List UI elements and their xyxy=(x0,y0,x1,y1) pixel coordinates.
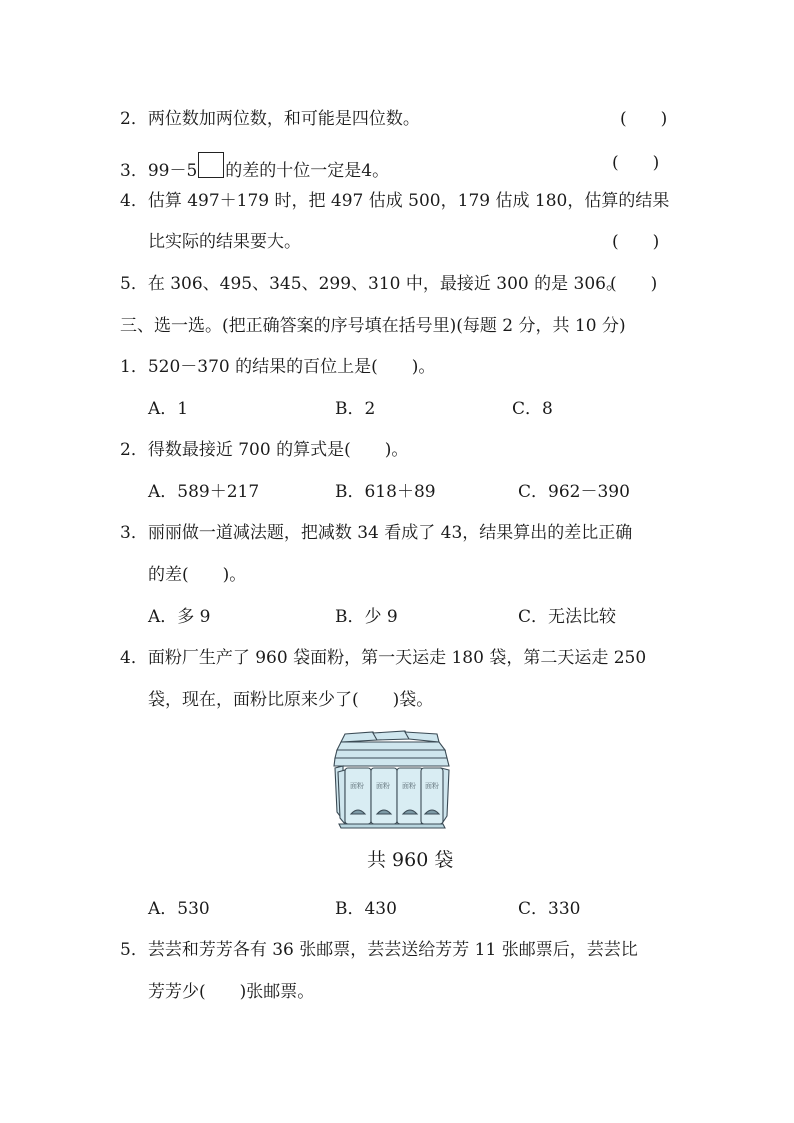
choice-q5-line1: 5．芸芸和芳芳各有 36 张邮票，芸芸送给芳芳 11 张邮票后，芸芸比 xyxy=(120,940,638,960)
choice-q4-option-b[interactable]: B．430 xyxy=(335,899,397,919)
choice-q3-option-a[interactable]: A．多 9 xyxy=(148,607,211,627)
judge-q5-text: 5．在 306、495、345、299、310 中，最接近 300 的是 306。 xyxy=(120,274,623,294)
judge-q2-answer-paren[interactable]: ( ) xyxy=(620,109,668,129)
figure-caption: 共 960 袋 xyxy=(367,849,454,871)
judge-q3-text xyxy=(120,152,389,182)
choice-q5-line2: 芳芳少( )张邮票。 xyxy=(148,982,315,1002)
choice-q3-line2: 的差( )。 xyxy=(148,565,247,585)
choice-q4-line2: 袋，现在，面粉比原来少了( )袋。 xyxy=(148,690,434,710)
bag-label: 面粉 xyxy=(402,782,416,790)
choice-q3-line1: 3．丽丽做一道减法题，把减数 34 看成了 43，结果算出的差比正确 xyxy=(120,523,633,543)
judge-q4-line2: 比实际的结果要大。 xyxy=(148,232,301,252)
flour-bags-illustration xyxy=(333,728,451,832)
section-3-title: 三、选一选。(把正确答案的序号填在括号里)(每题 2 分，共 10 分) xyxy=(120,316,626,336)
choice-q2-option-c[interactable]: C．962－390 xyxy=(518,482,630,502)
choice-q4-line1: 4．面粉厂生产了 960 袋面粉，第一天运走 180 袋，第二天运走 250 xyxy=(120,648,647,668)
judge-q4-line1: 4．估算 497＋179 时，把 497 估成 500，179 估成 180，估算的结果 xyxy=(120,191,670,211)
bag-label: 面粉 xyxy=(425,782,439,790)
choice-q3-option-b[interactable]: B．少 9 xyxy=(335,607,398,627)
choice-q2-option-b[interactable]: B．618＋89 xyxy=(335,482,436,502)
bag-label: 面粉 xyxy=(376,782,390,790)
judge-q5-answer-paren[interactable]: ( ) xyxy=(610,274,658,294)
judge-q3-answer-paren[interactable]: ( ) xyxy=(612,153,660,173)
answer-box[interactable] xyxy=(198,152,224,178)
choice-q2-option-a[interactable]: A．589＋217 xyxy=(148,482,260,502)
judge-q3-prefix: 3．99－5 xyxy=(120,161,198,181)
bag-label: 面粉 xyxy=(350,782,364,790)
choice-q1-option-a[interactable]: A．1 xyxy=(148,399,189,419)
choice-q4-option-a[interactable]: A．530 xyxy=(148,899,210,919)
choice-q1-option-b[interactable]: B．2 xyxy=(335,399,376,419)
choice-q4-option-c[interactable]: C．330 xyxy=(518,899,581,919)
choice-q2-text: 2．得数最接近 700 的算式是( )。 xyxy=(120,440,409,460)
judge-q3-suffix: 的差的十位一定是4。 xyxy=(225,161,390,181)
choice-q1-text: 1．520－370 的结果的百位上是( )。 xyxy=(120,357,436,377)
choice-q3-option-c[interactable]: C．无法比较 xyxy=(518,607,617,627)
judge-q4-answer-paren[interactable]: ( ) xyxy=(612,232,660,252)
judge-q2-text: 2．两位数加两位数，和可能是四位数。 xyxy=(120,109,420,129)
choice-q1-option-c[interactable]: C．8 xyxy=(512,399,553,419)
